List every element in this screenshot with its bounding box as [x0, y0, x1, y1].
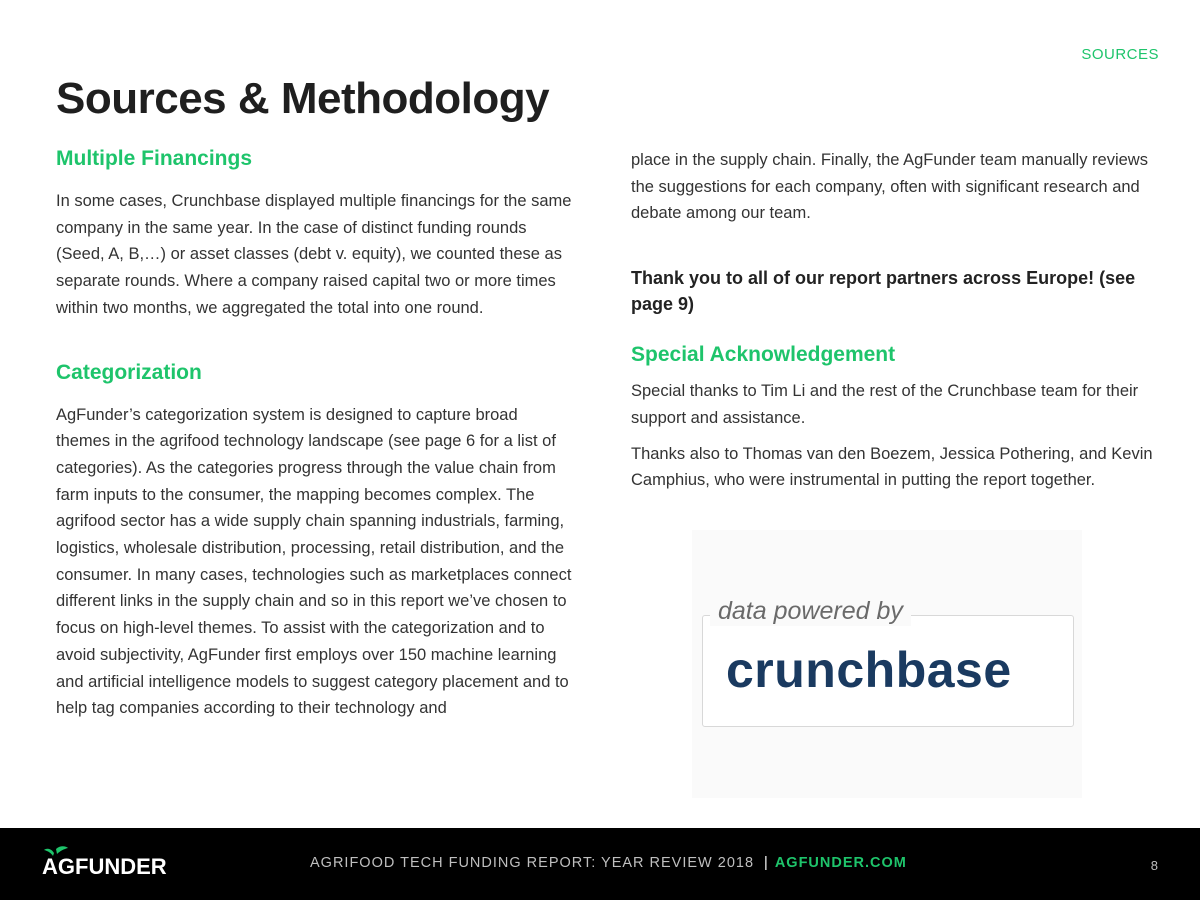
partners-thanks: Thank you to all of our report partners across Europe! (see page 9)	[631, 268, 1136, 315]
multiple-financings-heading: Multiple Financings	[56, 147, 253, 170]
multiple-financings-text: In some cases, Crunchbase displayed multiple financings for the same company in the same year. In the case of distinct funding rounds (Seed, A, B,…) or asset classes (debt v. equity), we counted these as separate rounds. Where a company raised capital two or more times within two months, we aggregated the total into one round.	[56, 192, 572, 317]
crunchbase-logo	[692, 530, 1082, 798]
agfunder-logo-text: AGFUNDER	[42, 854, 167, 879]
categorization-text: AgFunder’s categorization system is designed to capture broad themes in the agrifood technology landscape (see page 6 for a list of categories). As the categories progress through the value chain from farm inputs to the consumer, the mapping becomes complex. The agrifood sector has a wide supply chain spanning industrials, farming, logistics, wholesale distribution, processing, retail distribution, and the consumer. In many cases, technologies such as marketplaces connect different links in the supply chain and so in this report we’ve chosen to focus on high-level themes. To assist with the categorization and to avoid subjectivity, AgFunder first employs over 150 machine learning and artificial intelligence models to suggest category placement and to help tag companies according to their technology and	[56, 405, 572, 718]
right-column	[631, 146, 1156, 494]
agfunder-logo-icon	[42, 844, 167, 884]
left-column	[56, 146, 576, 722]
supply-chain-continuation: place in the supply chain. Finally, the AgFunder team manually reviews the suggestions for each company, often with significant research and debate among our team.	[631, 151, 1148, 223]
special-ack-heading: Special Acknowledgement	[631, 343, 896, 367]
section-tag: SOURCES	[1081, 46, 1159, 63]
footer-report-title: AGRIFOOD TECH FUNDING REPORT: YEAR REVIEW 2018	[310, 855, 755, 871]
page-number: 8	[1150, 858, 1158, 873]
footer	[0, 828, 1200, 900]
categorization-heading: Categorization	[56, 360, 202, 384]
footer-separator: |	[764, 855, 769, 871]
data-powered-by-text: data powered by	[710, 596, 911, 626]
crunchbase-wordmark: crunchbase	[726, 642, 1012, 698]
special-ack-text-2: Thanks also to Thomas van den Boezem, Jessica Pothering, and Kevin Camphius, who were instrumental in putting the report together.	[631, 444, 1153, 490]
footer-url-link[interactable]: AGFUNDER.COM	[774, 855, 907, 871]
page-title: Sources & Methodology	[56, 74, 550, 123]
special-ack-text-1: Special thanks to Tim Li and the rest of the Crunchbase team for their support and assistance.	[631, 382, 1139, 427]
footer-report-line	[310, 855, 907, 871]
agfunder-logo	[42, 844, 167, 884]
